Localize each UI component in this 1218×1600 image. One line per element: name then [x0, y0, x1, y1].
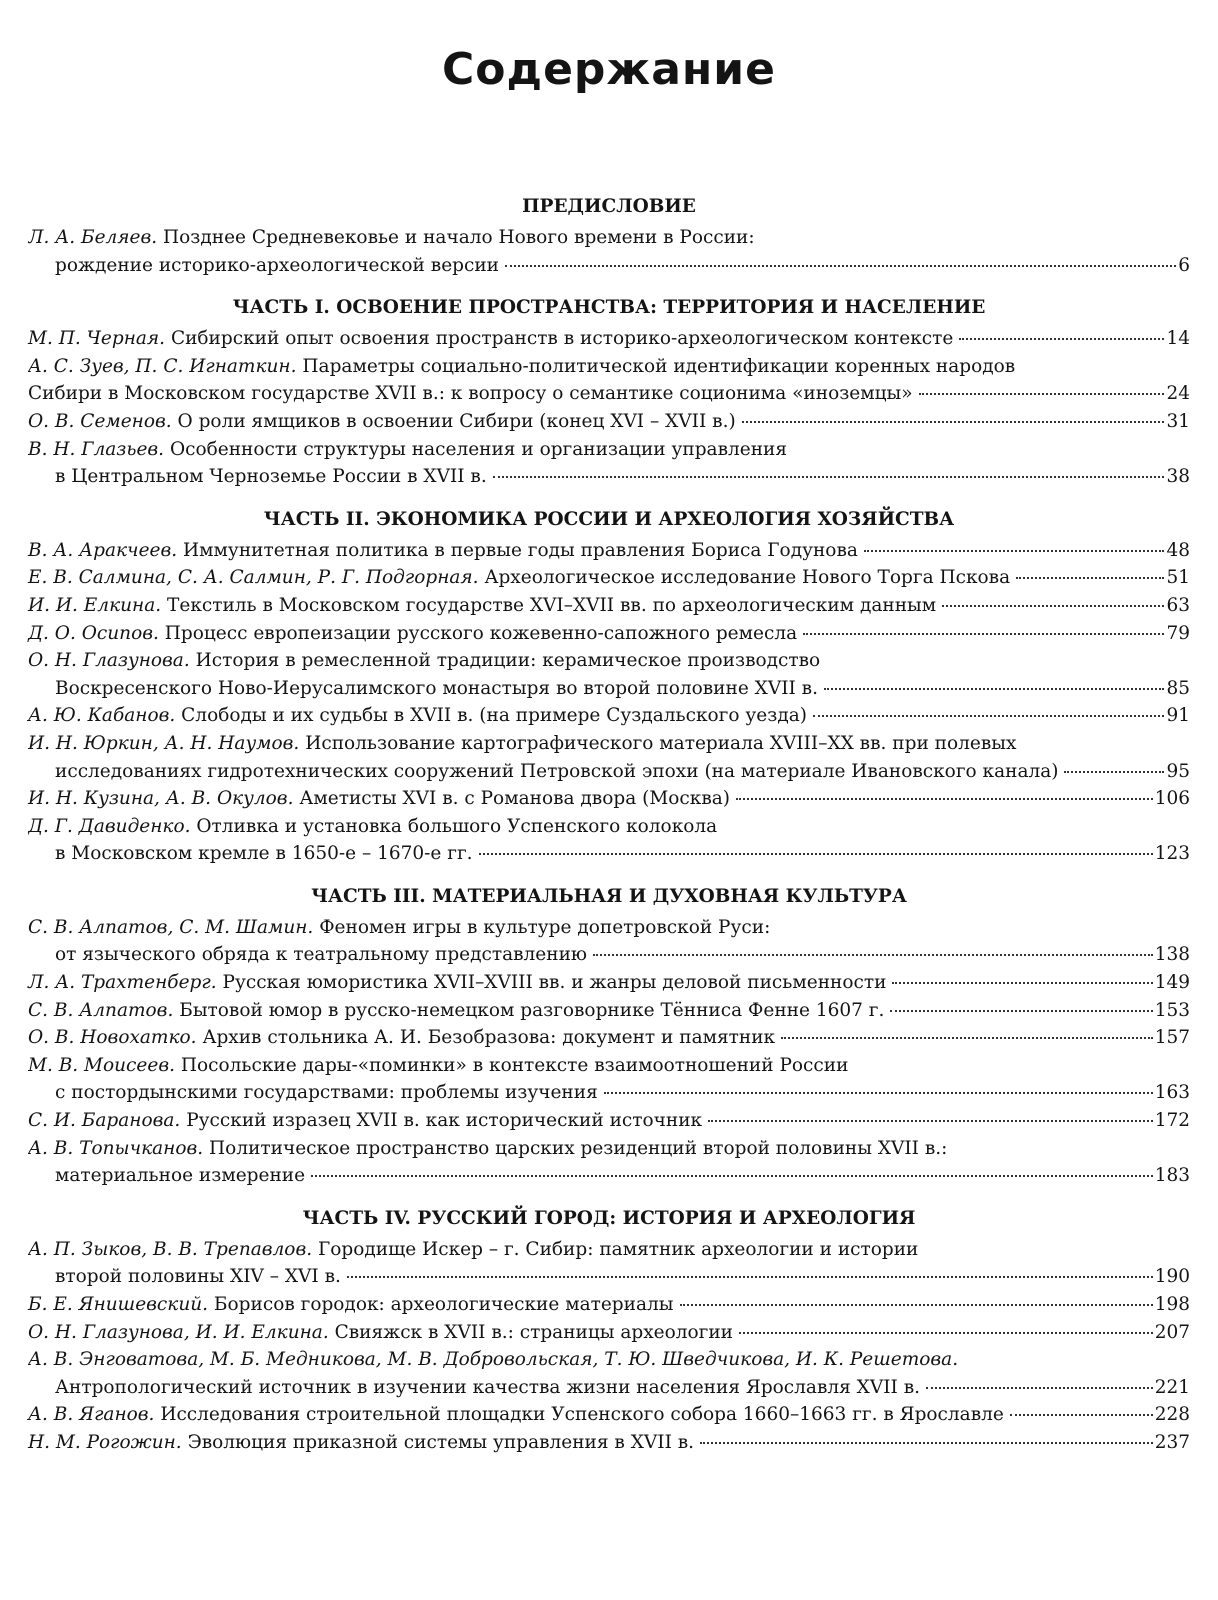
entry-first-line — [28, 224, 1190, 252]
entry-line — [28, 997, 1190, 1025]
toc-entry — [28, 353, 1190, 408]
entry-text — [28, 702, 807, 730]
entry-author: И. Н. Кузина, А. В. Окулов. — [28, 788, 294, 810]
entry-title-continued: Сибири в Московском государстве XVII в.: к вопросу о семантике соционима «иноземцы» — [28, 383, 913, 405]
entry-first-line — [28, 436, 1190, 464]
dot-leader — [919, 392, 1165, 395]
entry-author: С. И. Баранова. — [28, 1110, 181, 1132]
dot-leader — [959, 337, 1164, 340]
dot-leader — [813, 714, 1164, 717]
dot-leader — [347, 1275, 1153, 1278]
entry-author: А. С. Зуев, П. С. Игнаткин. — [28, 355, 297, 377]
section-heading: ПРЕДИСЛОВИЕ — [522, 196, 696, 217]
entry-page-number: 190 — [1154, 1266, 1190, 1288]
entry-page-number: 163 — [1154, 1082, 1190, 1104]
entry-title: Позднее Средневековье и начало Нового времени в России: — [163, 227, 755, 248]
entry-line — [28, 1401, 1190, 1429]
entry-title: Исследования строительной площадки Успенского собора 1660–1663 гг. в Ярославле — [160, 1404, 1004, 1426]
entry-line — [28, 620, 1190, 648]
toc-entry — [28, 1346, 1190, 1401]
dot-leader — [942, 604, 1164, 607]
table-of-contents — [28, 190, 1190, 1457]
entry-author: М. В. Моисеев. — [28, 1054, 175, 1076]
entry-author: Б. Е. Янишевский. — [28, 1294, 209, 1315]
entry-first-line — [28, 647, 1190, 675]
entry-title: Русская юмористика XVII–XVIII вв. и жанры деловой письменности — [222, 972, 887, 994]
entry-author: О. Н. Глазунова, И. И. Елкина. — [28, 1321, 329, 1343]
toc-entry — [28, 647, 1190, 702]
dot-leader — [700, 1441, 1153, 1444]
entry-text — [28, 564, 1010, 592]
entry-page-number: 24 — [1166, 383, 1190, 405]
entry-line — [28, 537, 1190, 565]
entry-title-continued: исследованиях гидротехнических сооружений Петровской эпохи (на материале Ивановского канала) — [55, 760, 1059, 782]
entry-page-number: 31 — [1166, 410, 1190, 432]
entry-author: О. В. Новохатко. — [28, 1027, 197, 1049]
entry-author: О. Н. Глазунова. — [28, 650, 190, 672]
entry-page-number: 237 — [1154, 1431, 1190, 1453]
entry-title-continued: рождение историко-археологической версии — [55, 254, 499, 276]
dot-leader — [739, 1331, 1153, 1334]
dot-leader — [781, 1036, 1153, 1039]
toc-entry — [28, 702, 1190, 730]
entry-text — [28, 1401, 1004, 1429]
entry-title: Бытовой юмор в русско-немецком разговорнике Тённиса Фенне 1607 г. — [179, 999, 885, 1021]
entry-page-number: 95 — [1166, 760, 1190, 782]
toc-section — [28, 1202, 1190, 1457]
entry-author: А. В. Яганов. — [28, 1404, 155, 1426]
entry-page-number: 63 — [1166, 594, 1190, 616]
entry-last-line — [28, 1374, 1190, 1402]
entry-title: Использование картографического материала XVIII–XX вв. при полевых — [305, 732, 1017, 754]
entry-page-number: 14 — [1166, 328, 1190, 350]
entry-author: О. В. Семенов. — [28, 410, 172, 432]
entry-last-line — [28, 840, 1190, 868]
entry-title-continued: Антропологический источник в изучении качества жизни населения Ярославля XVII в. — [55, 1376, 920, 1398]
toc-entry — [28, 730, 1190, 785]
dot-leader — [493, 475, 1165, 478]
entry-title: Археологическое исследование Нового Торга Пскова — [484, 567, 1011, 589]
entry-line — [28, 702, 1190, 730]
entry-title: Городище Искер – г. Сибир: памятник археологии и истории — [318, 1238, 919, 1260]
entry-text — [28, 592, 936, 620]
entry-page-number: 198 — [1154, 1294, 1190, 1315]
entry-page-number: 123 — [1154, 843, 1190, 865]
section-heading: ЧАСТЬ IV. РУССКИЙ ГОРОД: ИСТОРИЯ И АРХЕОЛОГИЯ — [302, 1207, 916, 1229]
entry-last-line — [28, 1162, 1190, 1190]
toc-entry — [28, 914, 1190, 969]
entry-text — [28, 1429, 694, 1457]
entry-author: А. В. Топычканов. — [28, 1137, 204, 1159]
entry-page-number: 207 — [1154, 1321, 1190, 1343]
entry-title-continued: от языческого обряда к театральному представлению — [55, 944, 588, 966]
entry-author: Д. О. Осипов. — [28, 622, 159, 644]
entry-first-line — [28, 1135, 1190, 1163]
entry-page-number: 85 — [1166, 677, 1190, 699]
entry-author: А. П. Зыков, В. В. Трепавлов. — [28, 1238, 313, 1260]
entry-line — [28, 785, 1190, 813]
entry-line — [28, 1319, 1190, 1347]
toc-entry — [28, 997, 1190, 1025]
entry-author: С. В. Алпатов. — [28, 999, 174, 1021]
entry-title: Феномен игры в культуре допетровской Руси: — [319, 916, 771, 938]
entry-line — [28, 1107, 1190, 1135]
entry-line — [28, 408, 1190, 436]
toc-entry — [28, 1291, 1190, 1319]
toc-entry — [28, 224, 1190, 279]
entry-title-continued: в Центральном Черноземье России в XVII в. — [55, 466, 487, 488]
toc-entry — [28, 785, 1190, 813]
entry-line — [28, 564, 1190, 592]
entry-author: И. Н. Юркин, А. Н. Наумов. — [28, 732, 300, 754]
entry-text — [28, 969, 886, 997]
entry-page-number: 91 — [1166, 705, 1190, 727]
entry-title: Процесс европеизации русского кожевенно-сапожного ремесла — [164, 622, 798, 644]
entry-author: А. Ю. Кабанов. — [28, 705, 176, 727]
toc-entry — [28, 564, 1190, 592]
entry-first-line — [28, 730, 1190, 758]
entry-title: Политическое пространство царских резиденций второй половины XVII в.: — [209, 1137, 948, 1159]
entry-title: Сибирский опыт освоения пространств в историко-археологическом контексте — [170, 328, 954, 350]
entry-title: Архив стольника А. И. Безобразова: документ и памятник — [202, 1027, 776, 1049]
entry-title: Особенности структуры населения и организации управления — [169, 438, 788, 460]
entry-author: И. И. Елкина. — [28, 594, 162, 616]
entry-text — [28, 1291, 674, 1319]
entry-first-line — [28, 813, 1190, 841]
entry-author: Д. Г. Давиденко. — [28, 815, 191, 837]
entry-line — [28, 1024, 1190, 1052]
entry-last-line — [28, 675, 1190, 703]
dot-leader — [742, 420, 1165, 423]
toc-entry — [28, 1319, 1190, 1347]
dot-leader — [311, 1174, 1153, 1177]
entry-text — [28, 408, 736, 436]
entry-text — [28, 1024, 775, 1052]
entry-page-number: 172 — [1154, 1110, 1190, 1132]
entry-page-number: 183 — [1154, 1165, 1190, 1187]
entry-page-number: 149 — [1154, 972, 1190, 994]
entry-author: М. П. Черная. — [28, 328, 166, 350]
toc-entry — [28, 537, 1190, 565]
toc-entry — [28, 1236, 1190, 1291]
entry-first-line — [28, 1052, 1190, 1080]
entry-author: Н. М. Рогожин. — [28, 1431, 182, 1453]
toc-section — [28, 190, 1190, 279]
dot-leader — [479, 852, 1153, 855]
entry-page-number: 51 — [1166, 567, 1190, 589]
entry-last-line — [28, 941, 1190, 969]
dot-leader — [505, 264, 1176, 267]
entry-page-number: 48 — [1166, 539, 1190, 561]
toc-entry — [28, 620, 1190, 648]
section-heading: ЧАСТЬ I. ОСВОЕНИЕ ПРОСТРАНСТВА: ТЕРРИТОРИЯ И НАСЕЛЕНИЕ — [232, 297, 986, 319]
dot-leader — [1016, 576, 1164, 579]
entry-last-line — [28, 1263, 1190, 1291]
entry-title: Русский изразец XVII в. как исторический источник — [186, 1110, 703, 1132]
entry-page-number: 221 — [1154, 1376, 1190, 1398]
entry-text — [28, 325, 953, 353]
entry-line — [28, 592, 1190, 620]
entry-text — [28, 1107, 702, 1135]
entry-first-line — [28, 1236, 1190, 1264]
toc-entry — [28, 592, 1190, 620]
toc-section — [28, 503, 1190, 868]
entry-page-number: 228 — [1154, 1404, 1190, 1426]
toc-entry — [28, 1429, 1190, 1457]
entry-text — [28, 620, 797, 648]
entry-line — [28, 1291, 1190, 1319]
dot-leader — [890, 1009, 1152, 1012]
toc-entry — [28, 1024, 1190, 1052]
entry-page-number: 106 — [1154, 788, 1190, 810]
toc-entry — [28, 1135, 1190, 1190]
entry-title: Отливка и установка большого Успенского колокола — [196, 815, 718, 837]
entry-page-number: 38 — [1166, 466, 1190, 488]
dot-leader — [1064, 770, 1164, 773]
dot-leader — [926, 1386, 1153, 1389]
entry-title-continued: материальное измерение — [55, 1165, 306, 1187]
toc-section — [28, 291, 1190, 491]
entry-title: О роли ямщиков в освоении Сибири (конец XVI – XVII в.) — [177, 410, 736, 432]
entry-last-line — [28, 1079, 1190, 1107]
dot-leader — [736, 797, 1153, 800]
entry-first-line — [28, 914, 1190, 942]
entry-line — [28, 325, 1190, 353]
toc-entry — [28, 1107, 1190, 1135]
entry-page-number: 153 — [1154, 999, 1190, 1021]
entry-last-line — [28, 380, 1190, 408]
dot-leader — [604, 1091, 1153, 1094]
toc-entry — [28, 408, 1190, 436]
entry-page-number: 79 — [1166, 622, 1190, 644]
entry-title: Свияжск в XVII в.: страницы археологии — [334, 1321, 734, 1343]
toc-entry — [28, 436, 1190, 491]
toc-entry — [28, 325, 1190, 353]
entry-title: История в ремесленной традиции: керамическое производство — [195, 650, 821, 672]
dot-leader — [593, 953, 1153, 956]
entry-first-line — [28, 353, 1190, 381]
toc-entry — [28, 1052, 1190, 1107]
entry-line — [28, 969, 1190, 997]
entry-title: Посольские дары-«поминки» в контексте взаимоотношений России — [180, 1054, 849, 1076]
entry-title: Параметры социально-политической идентификации коренных народов — [302, 355, 1016, 377]
entry-title: Аметисты XVI в. с Романова двора (Москва) — [299, 788, 730, 810]
entry-title-continued: Воскресенского Ново-Иерусалимского монастыря во второй половине XVII в. — [55, 677, 818, 699]
page-title: Содержание — [442, 44, 776, 95]
entry-text — [28, 1319, 733, 1347]
toc-section — [28, 880, 1190, 1190]
entry-line — [28, 1429, 1190, 1457]
dot-leader — [864, 549, 1165, 552]
dot-leader — [1010, 1413, 1153, 1416]
entry-text — [28, 785, 730, 813]
entry-last-line — [28, 758, 1190, 786]
entry-title-continued: в Московском кремле в 1650-е – 1670-е гг. — [55, 843, 473, 865]
entry-last-line — [28, 463, 1190, 491]
entry-title: Эволюция приказной системы управления в XVII в. — [187, 1431, 695, 1453]
entry-last-line — [28, 252, 1190, 280]
entry-author: В. Н. Глазьев. — [28, 438, 165, 460]
section-heading: ЧАСТЬ II. ЭКОНОМИКА РОССИИ И АРХЕОЛОГИЯ ХОЗЯЙСТВА — [263, 508, 955, 530]
entry-text — [28, 997, 884, 1025]
entry-author: Л. А. Трахтенберг. — [28, 972, 217, 994]
entry-page-number: 157 — [1154, 1027, 1190, 1049]
entry-author: В. А. Аракчеев. — [28, 539, 178, 561]
entry-text — [28, 537, 858, 565]
entry-title: Борисов городок: археологические материалы — [213, 1294, 674, 1315]
entry-author: С. В. Алпатов, С. М. Шамин. — [28, 916, 314, 938]
entry-title: Слободы и их судьбы в XVII в. (на примере Суздальского уезда) — [181, 705, 807, 727]
entry-author: Е. В. Салмина, С. А. Салмин, Р. Г. Подгорная. — [28, 567, 479, 589]
dot-leader — [892, 981, 1152, 984]
toc-entry — [28, 813, 1190, 868]
entry-page-number: 6 — [1178, 254, 1190, 276]
dot-leader — [708, 1119, 1153, 1122]
toc-entry — [28, 969, 1190, 997]
toc-entry — [28, 1401, 1190, 1429]
dot-leader — [680, 1303, 1153, 1306]
entry-first-line — [28, 1346, 1190, 1374]
entry-title: Текстиль в Московском государстве XVI–XVII вв. по археологическим данным — [167, 594, 937, 616]
dot-leader — [803, 632, 1164, 635]
entry-author: Л. А. Беляев. — [28, 227, 158, 248]
entry-title-continued: второй половины XIV – XVI в. — [55, 1266, 341, 1288]
entry-page-number: 138 — [1154, 944, 1190, 966]
entry-title-continued: с постордынскими государствами: проблемы изучения — [55, 1082, 598, 1104]
entry-title: Иммунитетная политика в первые годы правления Бориса Годунова — [183, 539, 858, 561]
entry-author: А. В. Энговатова, М. Б. Медникова, М. В. Добровольская, Т. Ю. Шведчикова, И. К. Решетова. — [28, 1349, 959, 1371]
dot-leader — [824, 687, 1164, 690]
section-heading: ЧАСТЬ III. МАТЕРИАЛЬНАЯ И ДУХОВНАЯ КУЛЬТУРА — [311, 885, 907, 907]
